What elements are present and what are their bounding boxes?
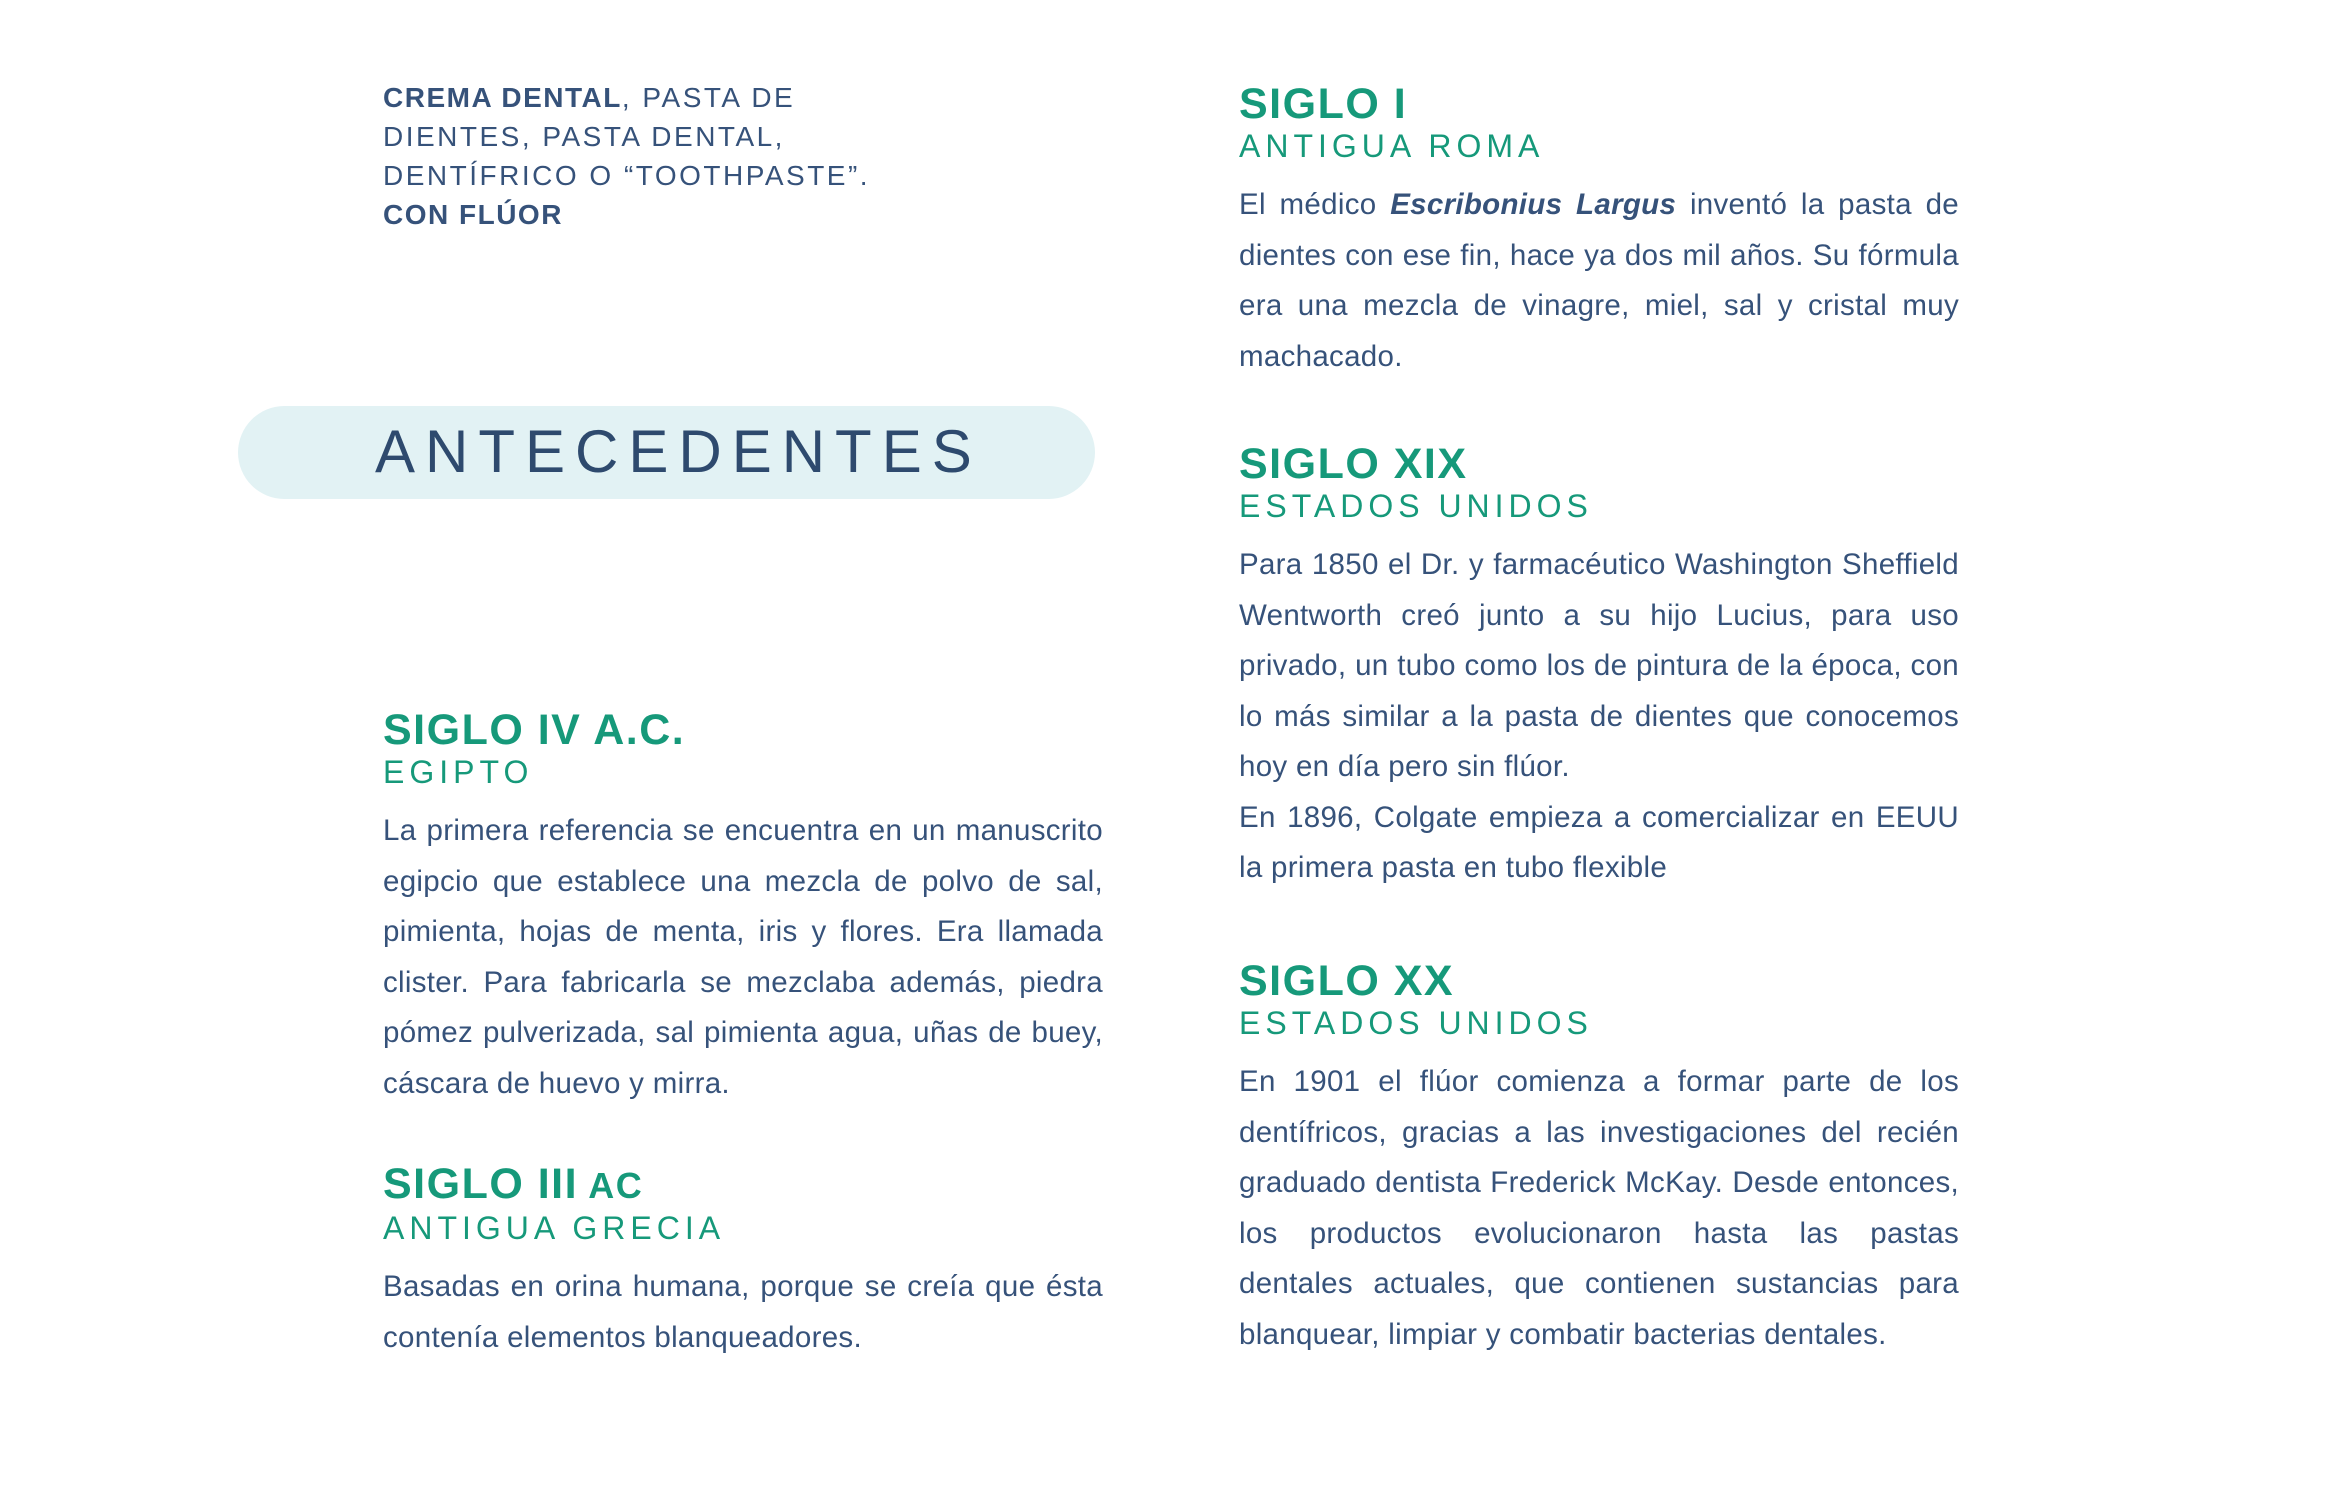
section-paragraph: Basadas en orina humana, porque se creía que ésta contenía elementos blanqueadores. [383,1270,1103,1354]
section-paragraph: La primera referencia se encuentra en un manuscrito egipcio que establece una mezcla de polvo de sal, pimienta, hojas de menta, iris y flores. Era llamada clister. Para fabricarla se mezclaba además, piedra pómez pulverizada, sal pimienta agua, uñas de buey, cáscara de huevo y mirra. [383,814,1103,1100]
body-pre: El médico [1239,188,1391,221]
section-title: SIGLO IV A.C. [383,706,686,754]
intro-middle: , PASTA DE DIENTES, PASTA DENTAL, DENTÍFRICO O “TOOTHPASTE”. [383,82,871,191]
intro-bold-fluor: CON FLÚOR [383,199,563,230]
section-title [383,1162,1103,1208]
section-paragraph: Para 1850 el Dr. y farmacéutico Washington Sheffield Wentworth creó junto a su hijo Lucius, para uso privado, un tubo como los de pintura de la época, con lo más similar a la pasta de dientes que conocemos hoy en día pero sin flúor. [1239,548,1959,783]
section-body [1239,1057,1959,1360]
section-title-main: SIGLO III [383,1160,579,1208]
intro-bold-crema: CREMA DENTAL [383,82,622,113]
section-subtitle: ANTIGUA GRECIA [383,1210,726,1246]
section-title: SIGLO XIX [1239,440,1468,488]
heading-pill [238,406,1095,499]
page-title: ANTECEDENTES [375,418,982,485]
section-siglo-iv [383,708,1103,1109]
section-siglo-iii [383,1162,1103,1363]
section-paragraph: En 1901 el flúor comienza a formar parte de los dentífricos, gracias a las investigaciones del recién graduado dentista Frederick McKay. Desde entonces, los productos evolucionaron hasta las pastas dentales actuales, que contienen sustancias para blanquear, limpiar y combatir bacterias dentales. [1239,1065,1959,1351]
section-body [383,806,1103,1109]
intro-text [383,78,943,234]
section-body [383,1262,1103,1363]
section-body [1239,180,1959,382]
section-subtitle: ESTADOS UNIDOS [1239,488,1593,524]
section-paragraph-2: En 1896, Colgate empieza a comercializar en EEUU la primera pasta en tubo flexible [1239,800,1959,884]
body-name-bold: Escribonius Largus [1390,188,1677,221]
section-siglo-i [1239,82,1959,382]
section-subtitle: EGIPTO [383,754,534,790]
section-subtitle: ESTADOS UNIDOS [1239,1005,1593,1041]
body-post: inventó la pasta de dientes con ese fin, hace ya dos mil años. Su fórmula era una mezcla de vinagre, miel, sal y cristal muy machacado. [1239,188,1959,373]
section-siglo-xx [1239,959,1959,1360]
section-title-suffix: AC [578,1165,644,1206]
section-title: SIGLO I [1239,80,1408,128]
section-siglo-xix [1239,442,1959,894]
section-body [1239,540,1959,894]
section-subtitle: ANTIGUA ROMA [1239,128,1545,164]
section-paragraph [1239,180,1959,382]
section-title: SIGLO XX [1239,957,1455,1005]
